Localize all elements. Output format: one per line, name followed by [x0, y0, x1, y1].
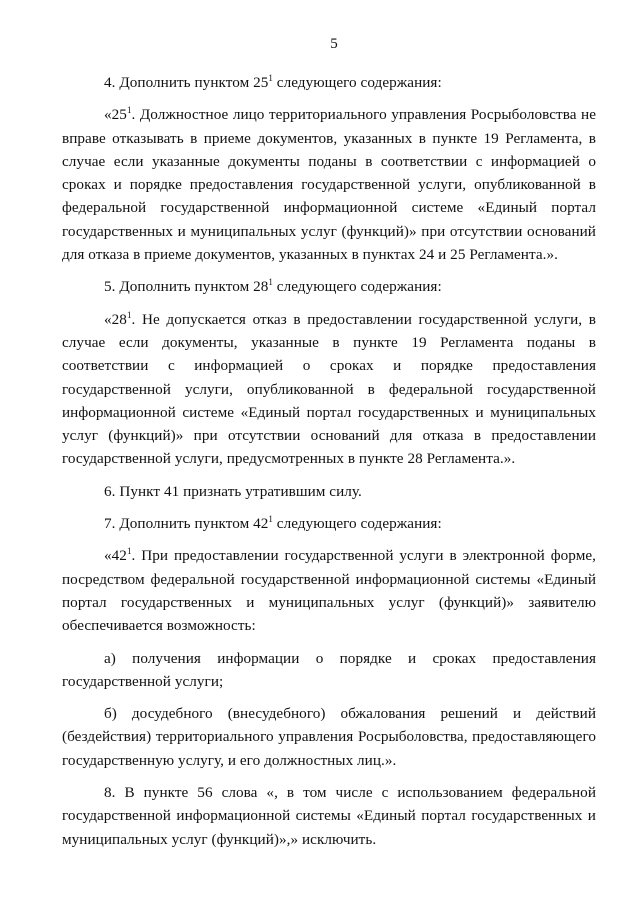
item-4-heading [62, 71, 596, 94]
item-7-subitem-b: б) досудебного (внесудебного) обжалования решений и действий (бездействия) территориального управления Росрыболовства, предоставляющего государственную услугу, и его должностных лиц.». [62, 705, 596, 769]
item-7-text-sup: 1 [126, 546, 132, 557]
item-4-text-start: «25 [104, 106, 127, 124]
item-6: 6. Пункт 41 признать утратившим силу. [104, 482, 362, 500]
item-7-heading [62, 512, 596, 535]
item-7-subitem-a: а) получения информации о порядке и сроках предоставления государственной услуги; [62, 649, 596, 690]
item-7-text-body: . При предоставлении государственной услуги в электронной форме, посредством федеральной государственной информационной системы «Единый портал государственных и муниципальных услуг (функций)» заявителю обеспечивается возможность: [62, 547, 596, 635]
item-4-text-sup: 1 [126, 105, 132, 116]
item-4-heading-text: 4. Дополнить пунктом 25 [104, 74, 269, 91]
item-5-heading-text: 5. Дополнить пунктом 28 [104, 278, 269, 296]
item-5-text [62, 308, 596, 471]
item-5-text-sup: 1 [126, 309, 132, 320]
item-5-heading [62, 275, 596, 298]
item-7-text [62, 544, 596, 637]
item-4-text [62, 103, 596, 266]
item-7-text-start: «42 [104, 547, 127, 565]
item-4-heading-sup: 1 [268, 73, 273, 83]
page-number: 5 [330, 36, 338, 52]
item-5-heading-sup: 1 [268, 277, 273, 288]
item-7-heading-sup: 1 [268, 514, 273, 525]
item-7-heading-text: 7. Дополнить пунктом 42 [104, 515, 269, 533]
item-5-text-start: «28 [104, 310, 127, 328]
item-8: 8. В пункте 56 слова «, в том числе с использованием федеральной государственной информационной системы «Единый портал государственных и муниципальных услуг (функций)»,» исключить. [62, 784, 596, 848]
item-5-text-body: . Не допускается отказ в предоставлении государственной услуги, в случае если документы, указанные в пункте 19 Регламента поданы в соответствии с информацией о сроках и порядке предоставления государственной услуги, опубликованной в федеральной государственной информационной системе «Единый портал государственных и муниципальных услуг (функций)» при отсутствии оснований для отказа в предоставлении государственной услуги, предусмотренных в пункте 28 Регламента.». [62, 310, 596, 468]
item-7-heading-tail: следующего содержания: [272, 515, 442, 533]
item-4-heading-tail: следующего содержания: [272, 74, 442, 91]
item-5-heading-tail: следующего содержания: [272, 278, 442, 296]
item-4-text-body: . Должностное лицо территориального управления Росрыболовства не вправе отказывать в приеме документов, указанных в пункте 19 Регламента, в случае если указанные документы поданы в соответствии с информацией о сроках и порядке предоставления государственной услуги, опубликованной в федеральной государственной информационной системе «Единый портал государственных и муниципальных услуг (функций)» при отсутствии оснований для отказа в приеме документов, указанных в пунктах 24 и 25 Регламента.». [62, 106, 596, 264]
